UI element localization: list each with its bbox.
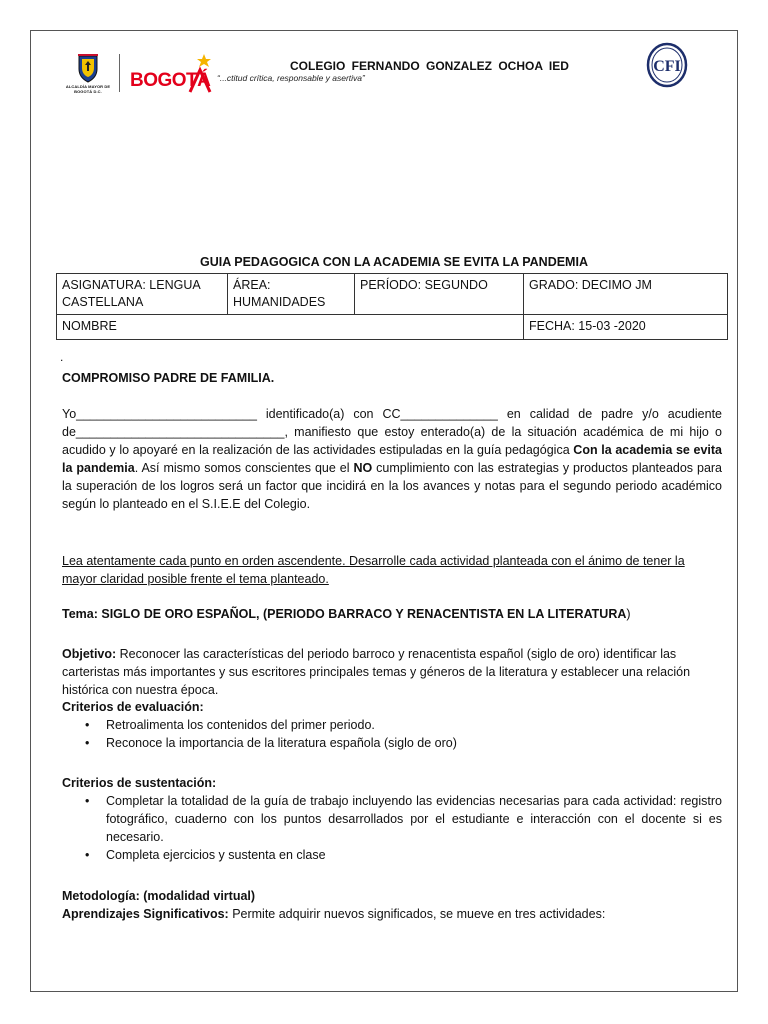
school-logo-icon (645, 40, 689, 90)
list-item: • Retroalimenta los contenidos del primer periodo. (106, 716, 722, 734)
criterios-evaluacion (62, 698, 722, 752)
compromiso-text-1: Yo__________________________ identificado(a) con CC______________ en calidad de padre y/o acudiente de______________________________, manifiesto que estoy enterado(a) de la situación académica de mi hijo o acudido y lo apoyaré en la realización de las actividades estipuladas en la guía pedagógica (62, 407, 722, 457)
bogota-logo-text: BOGOTÁ (130, 70, 211, 91)
objetivo-paragraph (62, 645, 722, 699)
criterios-sustentacion (62, 774, 722, 864)
school-motto: “...ctitud crítica, responsable y asertiva” (217, 73, 365, 83)
grado-cell: GRADO: DECIMO JM (524, 274, 728, 315)
header-divider (119, 54, 120, 92)
compromiso-text-2: . Así mismo somos conscientes que el (134, 461, 354, 475)
aprendizajes-text: Permite adquirir nuevos significados, se mueve en tres actividades: (228, 907, 606, 921)
criterios-sustentacion-list (62, 792, 722, 864)
criterios-sustentacion-heading: Criterios de sustentación: (62, 776, 217, 790)
instruction-text: Lea atentamente cada punto en orden ascendente. Desarrolle cada actividad planteada con el ánimo de tener la mayor claridad posible frente el tema planteado. (62, 554, 685, 586)
tema-line (62, 605, 722, 623)
nombre-cell: NOMBRE (57, 315, 524, 340)
school-name: COLEGIO FERNANDO GONZALEZ OCHOA IED (290, 59, 569, 73)
bogota-star-icon (186, 52, 214, 94)
tema-label: Tema: (62, 607, 98, 621)
list-item: • Reconoce la importancia de la literatura española (siglo de oro) (106, 734, 722, 752)
tema-text: SIGLO DE ORO ESPAÑOL, (PERIODO BARRACO Y RENACENTISTA EN LA LITERATURA (97, 607, 627, 621)
compromiso-bold-2: NO (353, 461, 373, 475)
compromiso-paragraph (62, 405, 722, 513)
compromiso-bold-1: Con la academia se evita la pandemia (62, 443, 722, 475)
list-item: • Completar la totalidad de la guía de trabajo incluyendo las evidencias necesarias para cada actividad: registro fotográfico, cuaderno con los puntos desarrollados por el estudiante e interacción con el docente si es necesario. (106, 792, 722, 846)
periodo-cell: PERÍODO: SEGUNDO (355, 274, 524, 315)
info-row-2 (57, 315, 728, 340)
info-row-1 (57, 274, 728, 315)
school-logo-letters: CFI (653, 58, 681, 75)
tema-close: ) (626, 607, 631, 621)
aprendizajes-line (62, 905, 722, 923)
coat-of-arms-icon (76, 53, 100, 83)
objetivo-text: Reconocer las características del periodo barroco y renacentista español (siglo de oro) identificar las carteristas más importantes y sus escritores principales temas y géneros de la literatura y establecer una relación histórica con nuestra época. (62, 647, 691, 697)
objetivo-label: Objetivo: (62, 647, 117, 661)
alcaldia-label: ALCALDÍA MAYOR DE BOGOTÁ D.C. (65, 84, 111, 94)
guide-title: GUIA PEDAGOGICA CON LA ACADEMIA SE EVITA LA PANDEMIA (200, 255, 588, 269)
compromiso-heading: COMPROMISO PADRE DE FAMILIA. (62, 371, 275, 385)
info-table (56, 273, 728, 340)
asignatura-cell: ASIGNATURA: LENGUA CASTELLANA (57, 274, 228, 315)
aprendizajes-label: Aprendizajes Significativos: (62, 907, 229, 921)
metodologia-heading: Metodología: (modalidad virtual) (62, 889, 256, 903)
criterios-evaluacion-heading: Criterios de evaluación: (62, 700, 204, 714)
compromiso-text-3: cumplimiento con las estrategias y productos planteados para la superación de los logros será un factor que incidirá en la los avances y notas para el segundo periodo académico según lo planteado en el S.I.E.E del Colegio. (62, 461, 723, 511)
criterios-evaluacion-list (62, 716, 722, 752)
area-cell: ÁREA: HUMANIDADES (228, 274, 355, 315)
fecha-cell: FECHA: 15-03 -2020 (524, 315, 728, 340)
stray-dot: . (60, 350, 64, 364)
list-item: • Completa ejercicios y sustenta en clase (106, 846, 722, 864)
